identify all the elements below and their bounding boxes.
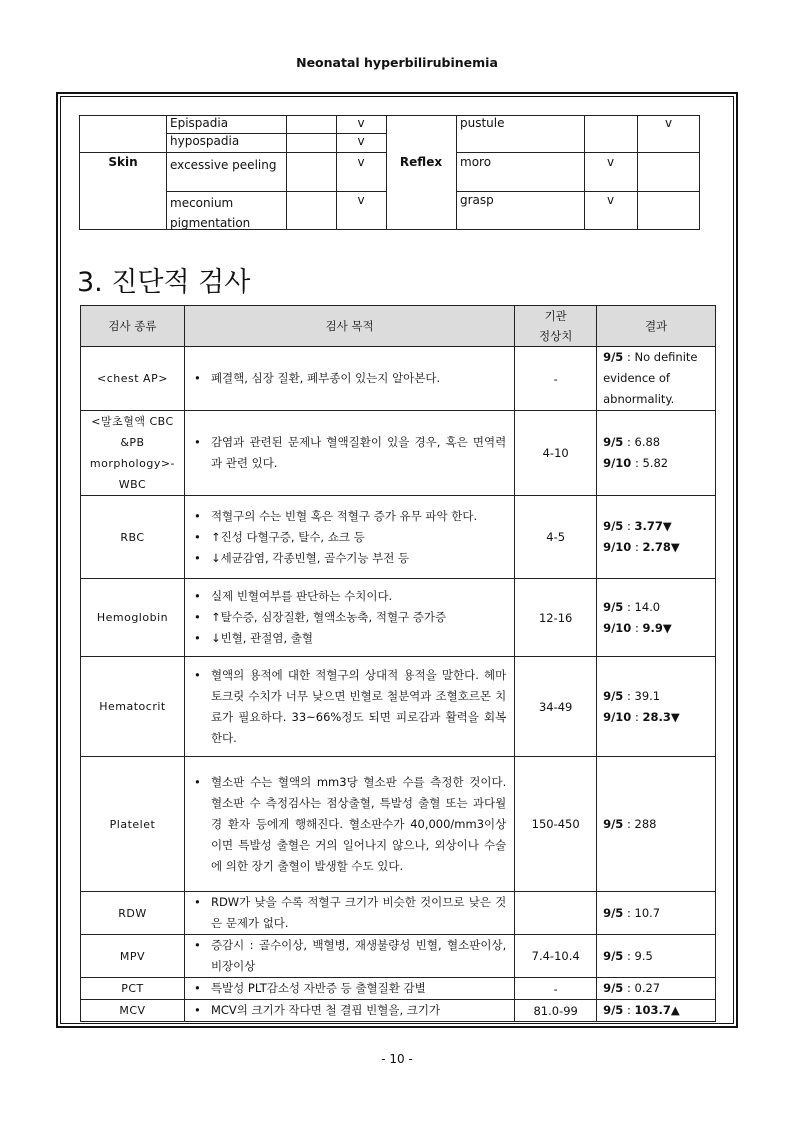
table-row (81, 411, 716, 496)
section-title: 3. 진단적 검사 (77, 267, 251, 298)
reflex-item: moro (460, 155, 492, 169)
normal-range: 34-49 (515, 657, 597, 757)
header-normal-line2: 정상치 (539, 329, 573, 343)
header-normal-line1: 기관 (544, 309, 567, 323)
page-number: - 10 - (381, 1052, 413, 1066)
check-mark: v (357, 116, 365, 130)
lab-table (80, 305, 716, 1022)
normal-range: - (515, 978, 597, 1000)
test-purpose (184, 347, 514, 411)
test-purpose (184, 935, 514, 978)
result-line: 9/5 : 14.0 (603, 599, 661, 614)
normal-range: 150-450 (515, 757, 597, 892)
result-line: 9/5 : 10.7 (603, 905, 661, 920)
table-row (81, 757, 716, 892)
test-result (597, 496, 716, 579)
check-mark: v (357, 155, 365, 169)
purpose-item: • ↑진성 다혈구증, 탈수, 쇼크 등 (191, 527, 506, 548)
page-header-title: Neonatal hyperbilirubinemia (296, 55, 498, 70)
result-line: 9/5 : 103.7▲ (603, 1003, 680, 1017)
table-row (81, 935, 716, 978)
test-name: MPV (81, 935, 185, 978)
check-mark: v (606, 155, 615, 169)
table-row (81, 892, 716, 935)
table-row (81, 978, 716, 1000)
test-name: MCV (81, 1000, 185, 1022)
test-result (597, 347, 716, 411)
skin-item: Epispadia (170, 116, 229, 130)
skin-label: Skin (108, 155, 138, 169)
normal-range: 4-5 (515, 496, 597, 579)
purpose-item: • ↑탈수증, 심장질환, 혈액소농축, 적혈구 증가증 (191, 607, 506, 628)
test-result (597, 892, 716, 935)
table-header-row (81, 306, 716, 347)
purpose-item: • RDW가 낮을 수록 적혈구 크기가 비슷한 것이므로 낮은 것은 문제가 없다. (191, 892, 506, 934)
test-result (597, 978, 716, 1000)
check-mark: v (606, 193, 615, 207)
purpose-item: • 실제 빈혈여부를 판단하는 수치이다. (191, 586, 506, 607)
result-line: 9/5 : 288 (603, 816, 657, 831)
test-result (597, 935, 716, 978)
purpose-item: • 혈액의 용적에 대한 적혈구의 상대적 용적을 말한다. 헤마토크릿 수치가 너무 낮으면 빈혈로 철분역과 조혈호르몬 치료가 필요하다. 33~66%정도 되면 피로감과 활력을 회복한다. (191, 665, 506, 749)
result-line: 9/10 : 28.3▼ (603, 709, 680, 724)
skin-item: meconium pigmentation (170, 196, 251, 230)
test-result (597, 757, 716, 892)
header-normal (515, 306, 597, 347)
table-row (81, 347, 716, 411)
normal-range: - (515, 347, 597, 411)
result-line: 9/10 : 9.9▼ (603, 620, 672, 635)
result-line: 9/5 : 6.88 (603, 435, 661, 449)
purpose-item: • ↓빈혈, 관절염, 출혈 (191, 628, 506, 649)
test-purpose (184, 978, 514, 1000)
test-name: PCT (81, 978, 185, 1000)
test-purpose (184, 892, 514, 935)
normal-range: 81.0-99 (515, 1000, 597, 1022)
skin-item: hypospadia (170, 134, 240, 148)
check-mark: v (664, 116, 673, 130)
normal-range (515, 892, 597, 935)
result-line: 9/5 : 3.77▼ (603, 519, 672, 533)
skin-item: excessive peeling (170, 158, 277, 172)
test-name: Hemoglobin (81, 579, 185, 657)
table-row (81, 496, 716, 579)
check-mark: v (357, 193, 365, 207)
header-purpose: 검사 목적 (184, 306, 514, 347)
test-purpose (184, 757, 514, 892)
test-name: <말초혈액 CBC &PB morphology>-WBC (81, 411, 185, 496)
test-name: RDW (81, 892, 185, 935)
test-name: Hematocrit (81, 657, 185, 757)
reflex-item: grasp (460, 193, 494, 207)
normal-range: 4-10 (515, 411, 597, 496)
result-line: 9/5 : 9.5 (603, 948, 653, 963)
assessment-table-body (79, 115, 700, 230)
test-name: <chest AP> (81, 347, 185, 411)
purpose-item: • MCV의 크기가 작다면 철 결핍 빈혈을, 크기가 (191, 1000, 506, 1021)
test-purpose (184, 579, 514, 657)
test-purpose (184, 411, 514, 496)
purpose-item: • 적혈구의 수는 빈혈 혹은 적혈구 증가 유무 파악 한다. (191, 506, 506, 527)
reflex-item: pustule (460, 116, 505, 130)
table-row (81, 1000, 716, 1022)
table-row (81, 579, 716, 657)
purpose-item: • ↓세균감염, 각종빈혈, 골수기능 부전 등 (191, 548, 506, 569)
purpose-item: • 혈소판 수는 혈액의 mm3당 혈소판 수를 측정한 것이다. 혈소판 수 측정검사는 점상출혈, 특발성 출혈 또는 과다월경 환자 등에게 행해진다. 혈소판수가 40,000/mm3이상이면 특발성 출혈은 거의 일어나지 않으나, 외상이나 수술에 의한 장기 출혈이 발생할 수도 있다. (191, 772, 506, 877)
test-name: RBC (81, 496, 185, 579)
header-result: 결과 (597, 306, 716, 347)
result-line: 9/5 : No definite evidence of abnormality. (603, 350, 698, 406)
test-result (597, 579, 716, 657)
purpose-item: • 특발성 PLT감소성 자반증 등 출혈질환 감별 (191, 978, 506, 999)
purpose-item: • 폐결핵, 심장 질환, 폐부종이 있는지 알아본다. (191, 368, 506, 389)
check-mark: v (357, 134, 365, 148)
test-purpose (184, 1000, 514, 1022)
result-line: 9/5 : 39.1 (603, 688, 661, 703)
result-line: 9/10 : 5.82 (603, 456, 669, 470)
reflex-label: Reflex (399, 155, 443, 169)
result-line: 9/5 : 0.27 (603, 981, 661, 995)
test-name: Platelet (81, 757, 185, 892)
test-purpose (184, 496, 514, 579)
table-row (81, 657, 716, 757)
normal-range: 12-16 (515, 579, 597, 657)
test-result (597, 411, 716, 496)
normal-range: 7.4-10.4 (515, 935, 597, 978)
purpose-item: • 증감시 : 골수이상, 백혈병, 재생불량성 빈혈, 혈소판이상, 비장이상 (191, 935, 506, 977)
test-result (597, 657, 716, 757)
purpose-item: • 감염과 관련된 문제나 혈액질환이 있을 경우, 혹은 면역력과 관련 있다. (191, 432, 506, 474)
test-purpose (184, 657, 514, 757)
result-line: 9/10 : 2.78▼ (603, 540, 680, 554)
test-result (597, 1000, 716, 1022)
header-type: 검사 종류 (81, 306, 185, 347)
